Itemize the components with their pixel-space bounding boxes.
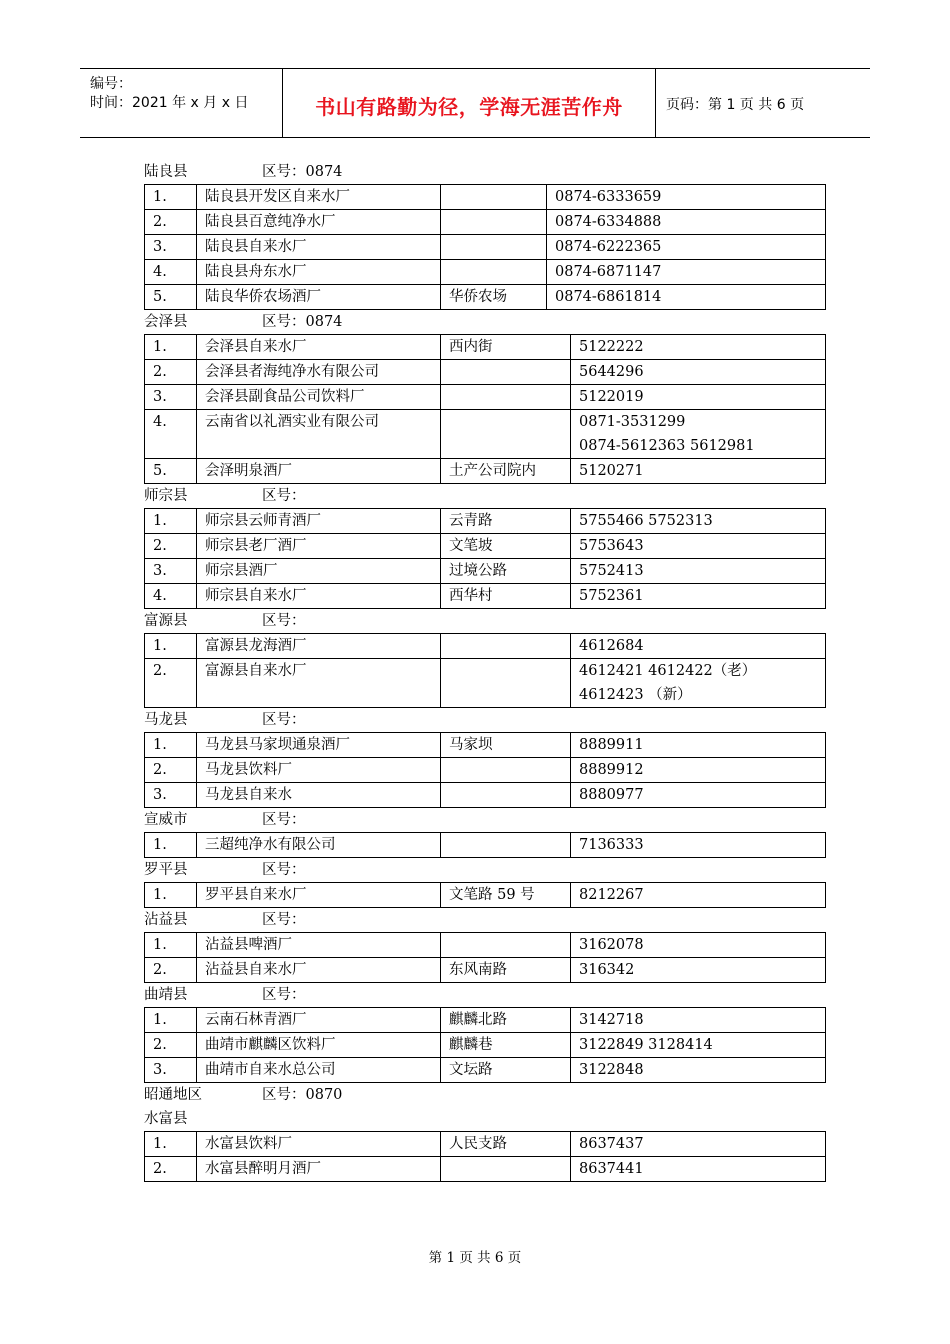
company-name: 师宗县自来水厂 — [197, 584, 441, 609]
section-heading — [144, 983, 825, 1007]
address: 人民支路 — [441, 1132, 571, 1157]
company-name: 三超纯净水有限公司 — [197, 833, 441, 858]
address: 麒麟巷 — [441, 1033, 571, 1058]
header-motto-cell — [283, 69, 656, 137]
region-name: 沾益县 — [144, 912, 188, 928]
table-row — [145, 733, 826, 758]
row-index: 3. — [145, 235, 197, 260]
row-index: 2. — [145, 659, 197, 708]
section-heading — [144, 858, 825, 882]
company-name: 会泽县副食品公司饮料厂 — [197, 385, 441, 410]
phone-number: 4612684 — [579, 638, 644, 654]
phone-number: 8889911 — [579, 737, 644, 753]
phone-cell — [571, 958, 826, 983]
row-index: 4. — [145, 584, 197, 609]
phone-cell — [571, 534, 826, 559]
table-row — [145, 360, 826, 385]
table-row — [145, 1058, 826, 1083]
phone-cell — [571, 509, 826, 534]
table-row — [145, 833, 826, 858]
region-name: 昭通地区 — [144, 1087, 202, 1103]
address: 西华村 — [441, 584, 571, 609]
phone-cell — [547, 185, 826, 210]
area-code: 区号： — [262, 613, 306, 629]
phone-cell — [571, 1008, 826, 1033]
page-number-label: 页码：第 1 页 共 6 页 — [666, 97, 805, 113]
phone-number: 5122019 — [579, 389, 644, 405]
table-row — [145, 634, 826, 659]
company-name: 水富县饮料厂 — [197, 1132, 441, 1157]
row-index: 3. — [145, 783, 197, 808]
page-header — [80, 68, 870, 138]
phone-cell — [571, 385, 826, 410]
phone-cell — [571, 758, 826, 783]
phone-number: 5753643 — [579, 538, 644, 554]
company-name: 陆良县百意纯净水厂 — [197, 210, 441, 235]
phone-cell — [571, 933, 826, 958]
company-name: 曲靖市自来水总公司 — [197, 1058, 441, 1083]
address: 过境公路 — [441, 559, 571, 584]
company-name: 会泽县者海纯净水有限公司 — [197, 360, 441, 385]
phone-cell — [547, 210, 826, 235]
company-name: 会泽明泉酒厂 — [197, 459, 441, 484]
row-index: 5. — [145, 285, 197, 310]
region-name: 罗平县 — [144, 862, 188, 878]
phone-cell — [571, 1157, 826, 1182]
table-row — [145, 335, 826, 360]
company-name: 马龙县自来水 — [197, 783, 441, 808]
company-name: 曲靖市麒麟区饮料厂 — [197, 1033, 441, 1058]
row-index: 2. — [145, 210, 197, 235]
phone-cell — [571, 783, 826, 808]
company-name: 云南省以礼酒实业有限公司 — [197, 410, 441, 459]
address: 马家坝 — [441, 733, 571, 758]
address: 东风南路 — [441, 958, 571, 983]
phone-number: 8637437 — [579, 1136, 644, 1152]
phone-cell — [547, 260, 826, 285]
phone-cell — [571, 733, 826, 758]
row-index: 2. — [145, 1157, 197, 1182]
table-row — [145, 459, 826, 484]
section-heading — [144, 160, 825, 184]
area-code: 区号： — [262, 712, 306, 728]
company-name: 陆良县舟东水厂 — [197, 260, 441, 285]
directory-table — [144, 184, 826, 310]
section-heading — [144, 1107, 825, 1131]
company-name: 陆良华侨农场酒厂 — [197, 285, 441, 310]
area-code: 区号：0874 — [262, 314, 343, 330]
table-row — [145, 758, 826, 783]
row-index: 1. — [145, 883, 197, 908]
address — [441, 360, 571, 385]
row-index: 3. — [145, 385, 197, 410]
company-name: 马龙县饮料厂 — [197, 758, 441, 783]
table-row — [145, 410, 826, 459]
address — [441, 783, 571, 808]
region-name: 富源县 — [144, 613, 188, 629]
address — [441, 758, 571, 783]
phone-cell — [571, 360, 826, 385]
directory-table — [144, 334, 826, 484]
section-heading — [144, 908, 825, 932]
phone-number: 8889912 — [579, 762, 644, 778]
motto-text: 书山有路勤为径，学海无涯苦作舟 — [315, 95, 623, 119]
phone-cell — [547, 235, 826, 260]
phone-number: 0874-6222365 — [555, 239, 662, 255]
phone-number: 3142718 — [579, 1012, 644, 1028]
phone-number: 0874-6861814 — [555, 289, 662, 305]
row-index: 2. — [145, 958, 197, 983]
row-index: 1. — [145, 1132, 197, 1157]
phone-cell — [571, 335, 826, 360]
table-row — [145, 385, 826, 410]
directory-table — [144, 633, 826, 708]
address: 华侨农场 — [441, 285, 547, 310]
phone-cell — [571, 410, 826, 459]
address — [441, 933, 571, 958]
row-index: 4. — [145, 410, 197, 459]
region-name: 陆良县 — [144, 164, 188, 180]
table-row — [145, 235, 826, 260]
company-name: 师宗县老厂酒厂 — [197, 534, 441, 559]
phone-cell — [547, 285, 826, 310]
row-index: 2. — [145, 534, 197, 559]
table-row — [145, 1033, 826, 1058]
row-index: 1. — [145, 933, 197, 958]
directory-table — [144, 1131, 826, 1182]
phone-number: 3162078 — [579, 937, 644, 953]
address — [441, 634, 571, 659]
address: 麒麟北路 — [441, 1008, 571, 1033]
area-code: 区号： — [262, 812, 306, 828]
company-name: 罗平县自来水厂 — [197, 883, 441, 908]
time-label: 时间：2021 年 x 月 x 日 — [90, 95, 249, 111]
row-index: 1. — [145, 1008, 197, 1033]
phone-cell — [571, 659, 826, 708]
section-heading — [144, 808, 825, 832]
address — [441, 410, 571, 459]
table-row — [145, 958, 826, 983]
company-name: 富源县龙海酒厂 — [197, 634, 441, 659]
table-row — [145, 559, 826, 584]
directory-table — [144, 882, 826, 908]
table-row — [145, 933, 826, 958]
address: 云青路 — [441, 509, 571, 534]
phone-number: 316342 — [579, 962, 635, 978]
phone-number: 3122848 — [579, 1062, 644, 1078]
area-code: 区号： — [262, 987, 306, 1003]
address — [441, 833, 571, 858]
company-name: 水富县醉明月酒厂 — [197, 1157, 441, 1182]
company-name: 马龙县马家坝通泉酒厂 — [197, 733, 441, 758]
phone-number: 8880977 — [579, 787, 644, 803]
table-row — [145, 783, 826, 808]
phone-number: 5120271 — [579, 463, 644, 479]
row-index: 2. — [145, 1033, 197, 1058]
row-index: 1. — [145, 733, 197, 758]
row-index: 4. — [145, 260, 197, 285]
table-row — [145, 659, 826, 708]
section-heading — [144, 310, 825, 334]
phone-cell — [571, 1132, 826, 1157]
area-code: 区号： — [262, 862, 306, 878]
table-row — [145, 185, 826, 210]
directory-table — [144, 932, 826, 983]
phone-cell — [571, 1033, 826, 1058]
phone-number: 0874-6334888 — [555, 214, 662, 230]
address — [441, 185, 547, 210]
phone-cell — [571, 1058, 826, 1083]
region-name: 会泽县 — [144, 314, 188, 330]
row-index: 1. — [145, 634, 197, 659]
table-row — [145, 1008, 826, 1033]
area-code: 区号：0874 — [262, 164, 343, 180]
phone-cell — [571, 634, 826, 659]
table-row — [145, 584, 826, 609]
directory-table — [144, 1007, 826, 1083]
phone-number: 0874-6871147 — [555, 264, 662, 280]
company-name: 陆良县开发区自来水厂 — [197, 185, 441, 210]
row-index: 3. — [145, 559, 197, 584]
address — [441, 659, 571, 708]
address: 文笔路 59 号 — [441, 883, 571, 908]
row-index: 3. — [145, 1058, 197, 1083]
phone-cell — [571, 559, 826, 584]
table-row — [145, 883, 826, 908]
region-name: 马龙县 — [144, 712, 188, 728]
directory-table — [144, 508, 826, 609]
company-name: 师宗县云师青酒厂 — [197, 509, 441, 534]
row-index: 2. — [145, 758, 197, 783]
section-heading — [144, 1083, 825, 1107]
row-index: 1. — [145, 509, 197, 534]
table-row — [145, 210, 826, 235]
table-row — [145, 1132, 826, 1157]
table-row — [145, 509, 826, 534]
company-name: 富源县自来水厂 — [197, 659, 441, 708]
region-name: 曲靖县 — [144, 987, 188, 1003]
phone-number: 3122849 3128414 — [579, 1037, 713, 1053]
address: 土产公司院内 — [441, 459, 571, 484]
phone-number: 5122222 — [579, 339, 644, 355]
region-name: 水富县 — [144, 1111, 188, 1127]
directory-content — [144, 160, 825, 1182]
phone-number: 8637441 — [579, 1161, 644, 1177]
area-code: 区号： — [262, 488, 306, 504]
address — [441, 260, 547, 285]
section-heading — [144, 484, 825, 508]
address — [441, 385, 571, 410]
company-name: 沾益县自来水厂 — [197, 958, 441, 983]
area-code: 区号：0870 — [262, 1087, 343, 1103]
phone-cell — [571, 833, 826, 858]
phone-number: 5752413 — [579, 563, 644, 579]
row-index: 1. — [145, 335, 197, 360]
section-heading — [144, 708, 825, 732]
address: 文笔坡 — [441, 534, 571, 559]
table-row — [145, 285, 826, 310]
row-index: 2. — [145, 360, 197, 385]
phone-number: 4612423 （新） — [579, 687, 692, 703]
phone-cell — [571, 584, 826, 609]
phone-number: 0874-5612363 5612981 — [579, 438, 755, 454]
phone-number: 4612421 4612422（老） — [579, 663, 757, 679]
row-index: 5. — [145, 459, 197, 484]
table-row — [145, 260, 826, 285]
phone-cell — [571, 459, 826, 484]
header-page-cell — [656, 69, 870, 137]
address — [441, 1157, 571, 1182]
row-index: 1. — [145, 185, 197, 210]
section-heading — [144, 609, 825, 633]
header-meta-cell — [80, 69, 283, 137]
company-name: 陆良县自来水厂 — [197, 235, 441, 260]
page-footer: 第 1 页 共 6 页 — [428, 1250, 522, 1266]
row-index: 1. — [145, 833, 197, 858]
number-label: 编号： — [90, 76, 132, 92]
company-name: 师宗县酒厂 — [197, 559, 441, 584]
region-name: 师宗县 — [144, 488, 188, 504]
address — [441, 210, 547, 235]
area-code: 区号： — [262, 912, 306, 928]
table-row — [145, 534, 826, 559]
phone-number: 5644296 — [579, 364, 644, 380]
region-name: 宣威市 — [144, 812, 188, 828]
company-name: 云南石林青酒厂 — [197, 1008, 441, 1033]
company-name: 会泽县自来水厂 — [197, 335, 441, 360]
phone-cell — [571, 883, 826, 908]
address: 文坛路 — [441, 1058, 571, 1083]
company-name: 沾益县啤酒厂 — [197, 933, 441, 958]
phone-number: 5752361 — [579, 588, 644, 604]
table-row — [145, 1157, 826, 1182]
directory-table — [144, 832, 826, 858]
phone-number: 0871-3531299 — [579, 414, 686, 430]
phone-number: 5755466 5752313 — [579, 513, 713, 529]
address: 西内街 — [441, 335, 571, 360]
address — [441, 235, 547, 260]
directory-table — [144, 732, 826, 808]
phone-number: 8212267 — [579, 887, 644, 903]
phone-number: 0874-6333659 — [555, 189, 662, 205]
phone-number: 7136333 — [579, 837, 644, 853]
